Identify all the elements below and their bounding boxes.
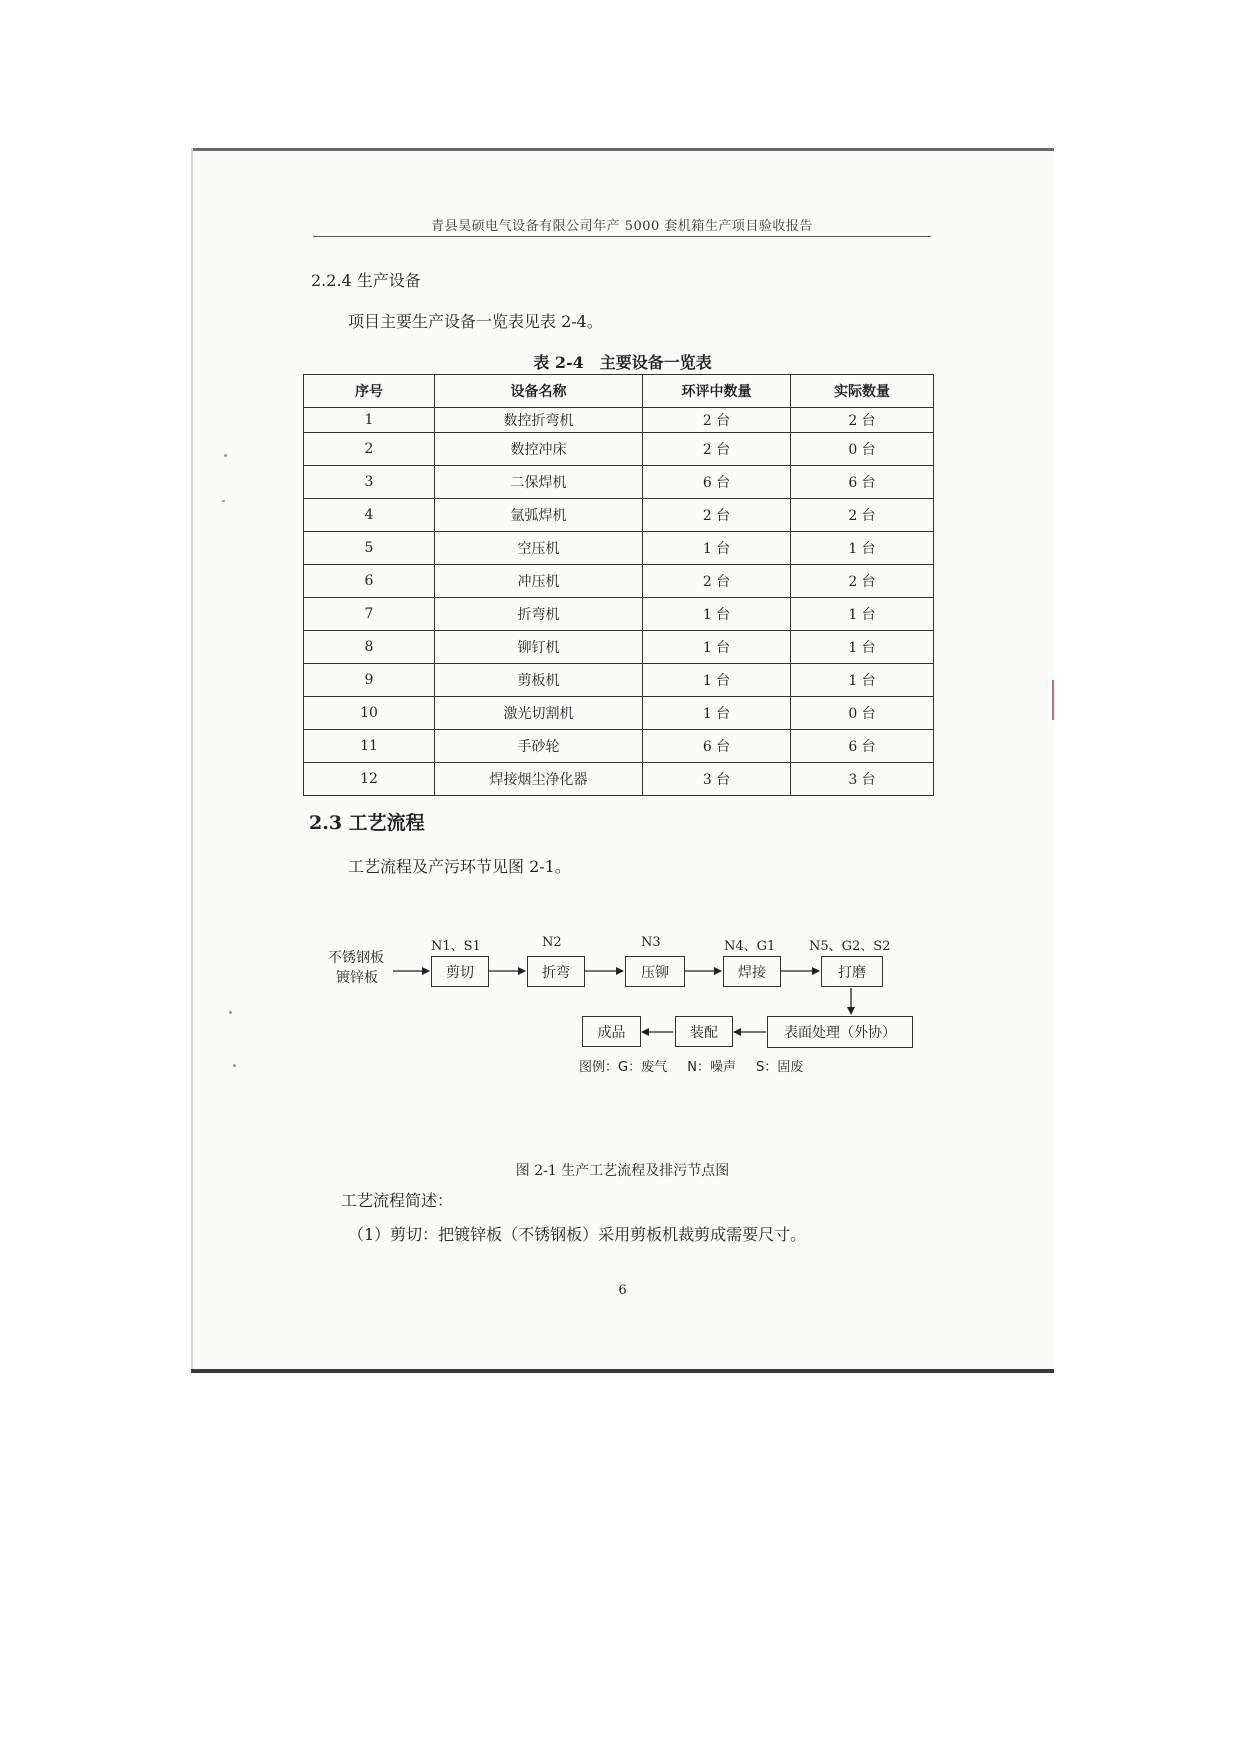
cell-eia-qty: 6 台 xyxy=(643,466,791,499)
table-row xyxy=(304,565,934,598)
cell-index: 11 xyxy=(304,730,435,763)
col-header-eia-qty: 环评中数量 xyxy=(643,375,791,408)
cell-actual-qty: 0 台 xyxy=(791,697,934,730)
step-bend-box: 折弯 xyxy=(527,956,585,987)
table-row xyxy=(304,697,934,730)
scan-speck xyxy=(222,500,225,502)
cell-name: 手砂轮 xyxy=(435,730,643,763)
flow-legend xyxy=(579,1056,819,1075)
cell-index: 3 xyxy=(304,466,435,499)
step-surface-treatment-box: 表面处理（外协） xyxy=(767,1016,913,1048)
cell-name: 氩弧焊机 xyxy=(435,499,643,532)
cell-eia-qty: 1 台 xyxy=(643,532,791,565)
table-row xyxy=(304,466,934,499)
pollution-label-weld: N4、G1 xyxy=(724,939,776,954)
pollution-label-bend: N2 xyxy=(542,935,562,950)
scanned-page xyxy=(191,148,1054,1373)
cell-index: 1 xyxy=(304,408,435,433)
raw-material-label xyxy=(328,948,384,988)
cell-actual-qty: 6 台 xyxy=(791,466,934,499)
process-description-heading: 工艺流程简述： xyxy=(341,1191,454,1210)
cell-eia-qty: 6 台 xyxy=(643,730,791,763)
scan-speck xyxy=(229,1011,232,1014)
cell-name: 二保焊机 xyxy=(435,466,643,499)
cell-name: 冲压机 xyxy=(435,565,643,598)
scan-speck xyxy=(233,1064,236,1067)
scan-top-edge xyxy=(191,148,1054,151)
cell-eia-qty: 1 台 xyxy=(643,697,791,730)
cell-actual-qty: 1 台 xyxy=(791,598,934,631)
scan-edge-mark xyxy=(1052,680,1054,720)
cell-index: 2 xyxy=(304,433,435,466)
col-header-name: 设备名称 xyxy=(435,375,643,408)
section-2-2-4-intro: 项目主要生产设备一览表见表 2-4。 xyxy=(348,312,603,331)
table-row xyxy=(304,598,934,631)
cell-index: 12 xyxy=(304,763,435,796)
cell-actual-qty: 1 台 xyxy=(791,532,934,565)
table-row xyxy=(304,631,934,664)
table-row xyxy=(304,763,934,796)
table-row xyxy=(304,664,934,697)
cell-actual-qty: 3 台 xyxy=(791,763,934,796)
legend-s: S：固废 xyxy=(756,1060,804,1075)
process-description-step1: （1）剪切：把镀锌板（不锈钢板）采用剪板机裁剪成需要尺寸。 xyxy=(348,1225,807,1244)
cell-name: 剪板机 xyxy=(435,664,643,697)
scan-speck xyxy=(224,454,227,457)
cell-actual-qty: 1 台 xyxy=(791,631,934,664)
table-header-row xyxy=(304,375,934,408)
cell-name: 数控冲床 xyxy=(435,433,643,466)
cell-index: 7 xyxy=(304,598,435,631)
pollution-label-rivet: N3 xyxy=(641,935,661,950)
cell-actual-qty: 2 台 xyxy=(791,565,934,598)
table-caption: 表 2-4 主要设备一览表 xyxy=(533,353,712,372)
section-2-3-intro: 工艺流程及产污环节见图 2-1。 xyxy=(348,857,571,876)
cell-name: 折弯机 xyxy=(435,598,643,631)
step-rivet-box: 压铆 xyxy=(625,956,685,987)
cell-actual-qty: 1 台 xyxy=(791,664,934,697)
cell-actual-qty: 2 台 xyxy=(791,499,934,532)
figure-caption: 图 2-1 生产工艺流程及排污节点图 xyxy=(515,1163,730,1179)
scan-bottom-edge xyxy=(191,1369,1054,1373)
cell-name: 空压机 xyxy=(435,532,643,565)
raw-material-stainless: 不锈钢板 xyxy=(328,950,384,966)
cell-actual-qty: 2 台 xyxy=(791,408,934,433)
cell-name: 焊接烟尘净化器 xyxy=(435,763,643,796)
legend-g: 图例：G：废气 xyxy=(579,1060,668,1075)
cell-index: 9 xyxy=(304,664,435,697)
header-rule xyxy=(313,236,931,237)
step-finished-product-box: 成品 xyxy=(582,1016,641,1047)
cell-actual-qty: 6 台 xyxy=(791,730,934,763)
table-row xyxy=(304,408,934,433)
page-number: 6 xyxy=(618,1283,627,1298)
table-row xyxy=(304,730,934,763)
cell-index: 5 xyxy=(304,532,435,565)
cell-name: 铆钉机 xyxy=(435,631,643,664)
step-assembly-box: 装配 xyxy=(675,1016,733,1047)
cell-index: 10 xyxy=(304,697,435,730)
cell-eia-qty: 2 台 xyxy=(643,408,791,433)
cell-eia-qty: 3 台 xyxy=(643,763,791,796)
step-cut-box: 剪切 xyxy=(431,956,489,987)
cell-eia-qty: 1 台 xyxy=(643,631,791,664)
pollution-label-cut: N1、S1 xyxy=(431,939,481,954)
cell-name: 数控折弯机 xyxy=(435,408,643,433)
table-row xyxy=(304,433,934,466)
cell-index: 6 xyxy=(304,565,435,598)
cell-eia-qty: 1 台 xyxy=(643,664,791,697)
pollution-label-polish: N5、G2、S2 xyxy=(809,939,891,954)
step-weld-box: 焊接 xyxy=(723,956,781,987)
cell-eia-qty: 2 台 xyxy=(643,433,791,466)
step-polish-box: 打磨 xyxy=(821,956,883,987)
cell-name: 激光切割机 xyxy=(435,697,643,730)
section-2-3-heading: 2.3 工艺流程 xyxy=(309,812,425,834)
col-header-index: 序号 xyxy=(304,375,435,408)
equipment-table xyxy=(303,374,934,796)
section-2-2-4-heading: 2.2.4 生产设备 xyxy=(311,271,421,290)
cell-eia-qty: 2 台 xyxy=(643,499,791,532)
cell-index: 8 xyxy=(304,631,435,664)
col-header-actual-qty: 实际数量 xyxy=(791,375,934,408)
cell-index: 4 xyxy=(304,499,435,532)
scan-left-edge xyxy=(191,148,193,1373)
legend-n: N：噪声 xyxy=(687,1060,736,1075)
cell-actual-qty: 0 台 xyxy=(791,433,934,466)
table-row xyxy=(304,532,934,565)
report-header: 青县昊硕电气设备有限公司年产 5000 套机箱生产项目验收报告 xyxy=(431,219,813,234)
table-row xyxy=(304,499,934,532)
cell-eia-qty: 2 台 xyxy=(643,565,791,598)
cell-eia-qty: 1 台 xyxy=(643,598,791,631)
raw-material-galvanized: 镀锌板 xyxy=(336,970,378,986)
